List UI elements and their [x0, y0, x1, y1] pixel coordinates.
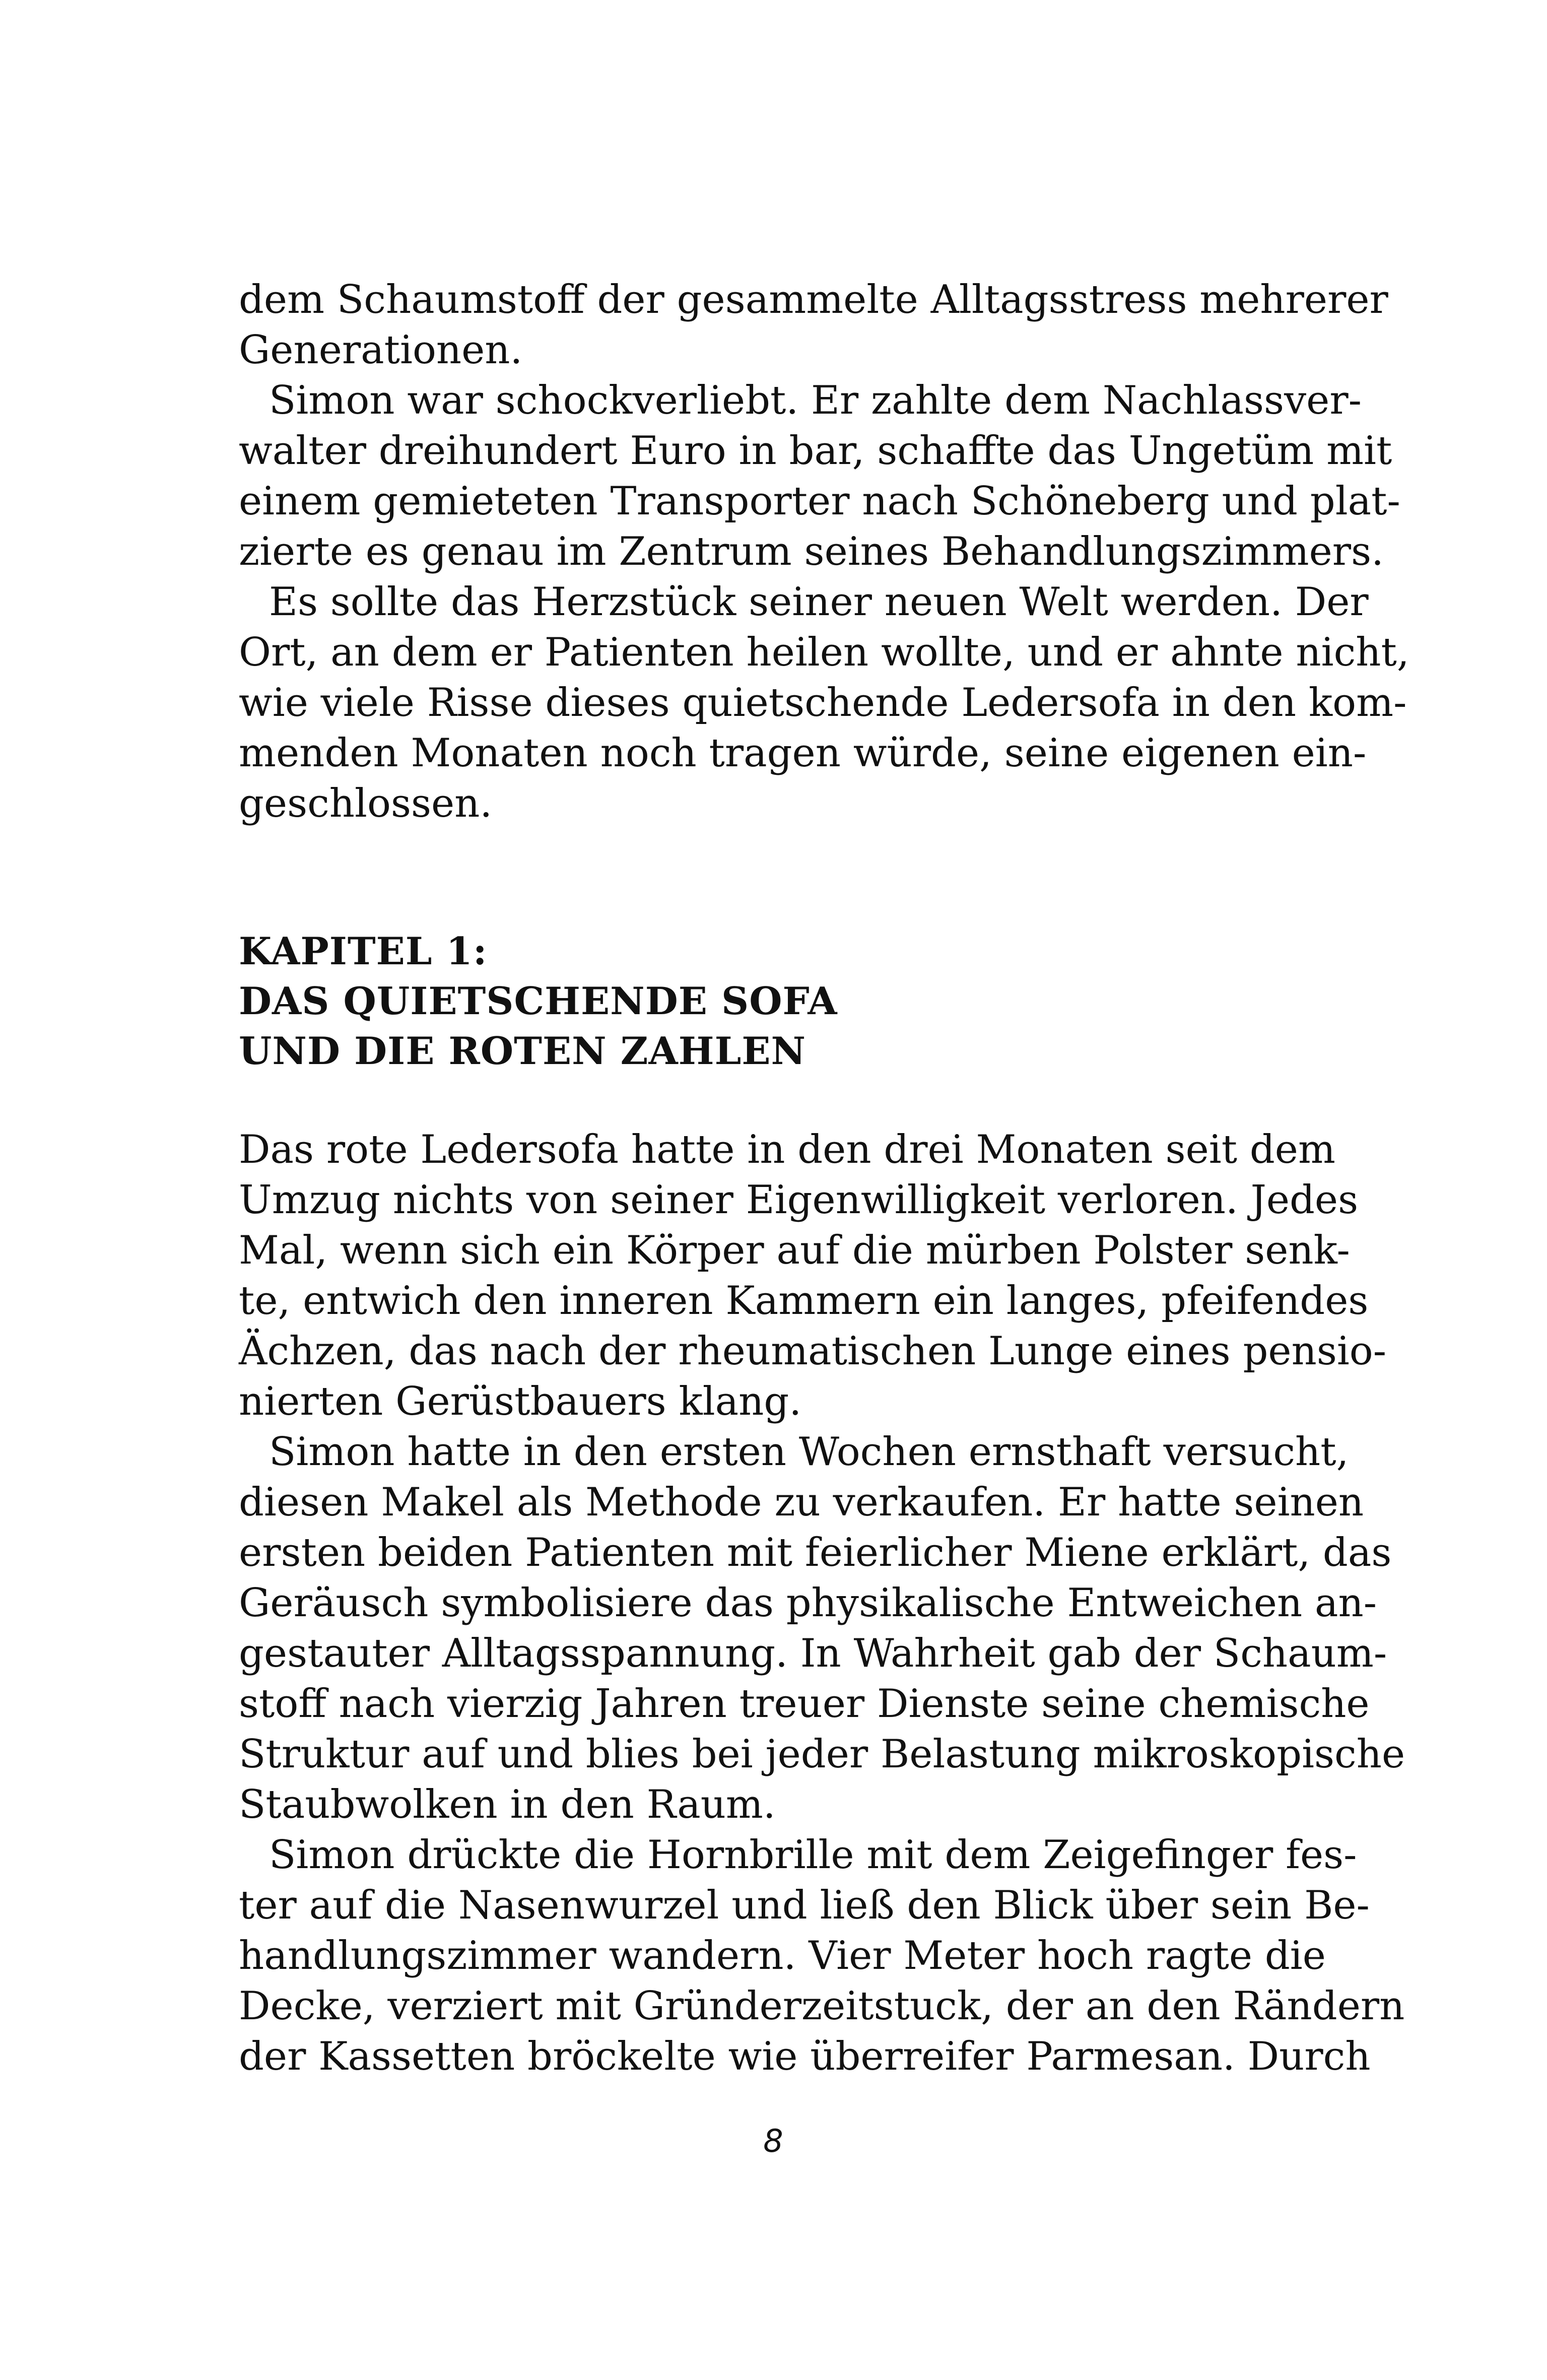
text-line: Geräusch symbolisiere das physikalische Entweichen an-	[239, 1580, 1377, 1626]
text-line: walter dreihundert Euro in bar, schaffte das Ungetüm mit	[239, 428, 1392, 474]
text-line: ter auf die Nasenwurzel und ließ den Blick über sein Be-	[239, 1883, 1370, 1928]
text-line: Generationen.	[239, 327, 523, 373]
text-line: Ort, an dem er Patienten heilen wollte, und er ahnte nicht,	[239, 630, 1409, 675]
text-line: gestauter Alltagsspannung. In Wahrheit gab der Schaum-	[239, 1631, 1387, 1676]
text-line: Ächzen, das nach der rheumatischen Lunge eines pensio-	[239, 1329, 1387, 1374]
text-line: ersten beiden Patienten mit feierlicher Miene erklärt, das	[239, 1530, 1392, 1575]
text-line: diesen Makel als Methode zu verkaufen. Er hatte seinen	[239, 1480, 1364, 1525]
text-line: Das rote Ledersofa hatte in den drei Monaten seit dem	[239, 1127, 1335, 1172]
text-line: handlungszimmer wandern. Vier Meter hoch ragte die	[239, 1933, 1326, 1978]
chapter-heading-line: DAS QUIETSCHENDE SOFA	[239, 979, 838, 1023]
text-line: nierten Gerüstbauers klang.	[239, 1379, 802, 1424]
text-line: Simon war schockverliebt. Er zahlte dem Nachlassver-	[269, 378, 1362, 423]
text-line: Decke, verziert mit Gründerzeitstuck, der an den Rändern	[239, 1984, 1405, 2029]
text-line: te, entwich den inneren Kammern ein langes, pfeifendes	[239, 1278, 1369, 1324]
chapter-heading-line: KAPITEL 1:	[239, 929, 488, 973]
text-line: einem gemieteten Transporter nach Schöneberg und plat-	[239, 479, 1400, 524]
text-line: Umzug nichts von seiner Eigenwilligkeit verloren. Jedes	[239, 1177, 1359, 1223]
text-line: zierte es genau im Zentrum seines Behandlungszimmers.	[239, 529, 1384, 574]
chapter-heading-line: UND DIE ROTEN ZAHLEN	[239, 1029, 806, 1073]
text-line: wie viele Risse dieses quietschende Ledersofa in den kom-	[239, 680, 1407, 725]
text-line: geschlossen.	[239, 781, 493, 826]
text-line: menden Monaten noch tragen würde, seine eigenen ein-	[239, 731, 1367, 776]
text-line: dem Schaumstoff der gesammelte Alltagsstress mehrerer	[239, 277, 1388, 322]
text-line: Staubwolken in den Raum.	[239, 1782, 776, 1827]
text-line: stoff nach vierzig Jahren treuer Dienste seine chemische	[239, 1681, 1370, 1727]
page-number: 8	[763, 2123, 783, 2159]
text-line: Struktur auf und blies bei jeder Belastung mikroskopische	[239, 1732, 1405, 1777]
text-line: Es sollte das Herzstück seiner neuen Welt werden. Der	[269, 579, 1369, 625]
text-line: Simon drückte die Hornbrille mit dem Zeigefinger fes-	[269, 1832, 1357, 1878]
text-line: Mal, wenn sich ein Körper auf die mürben Polster senk-	[239, 1228, 1350, 1273]
text-line: Simon hatte in den ersten Wochen ernsthaft versucht,	[269, 1429, 1349, 1475]
text-line: der Kassetten bröckelte wie überreifer Parmesan. Durch	[239, 2034, 1371, 2079]
